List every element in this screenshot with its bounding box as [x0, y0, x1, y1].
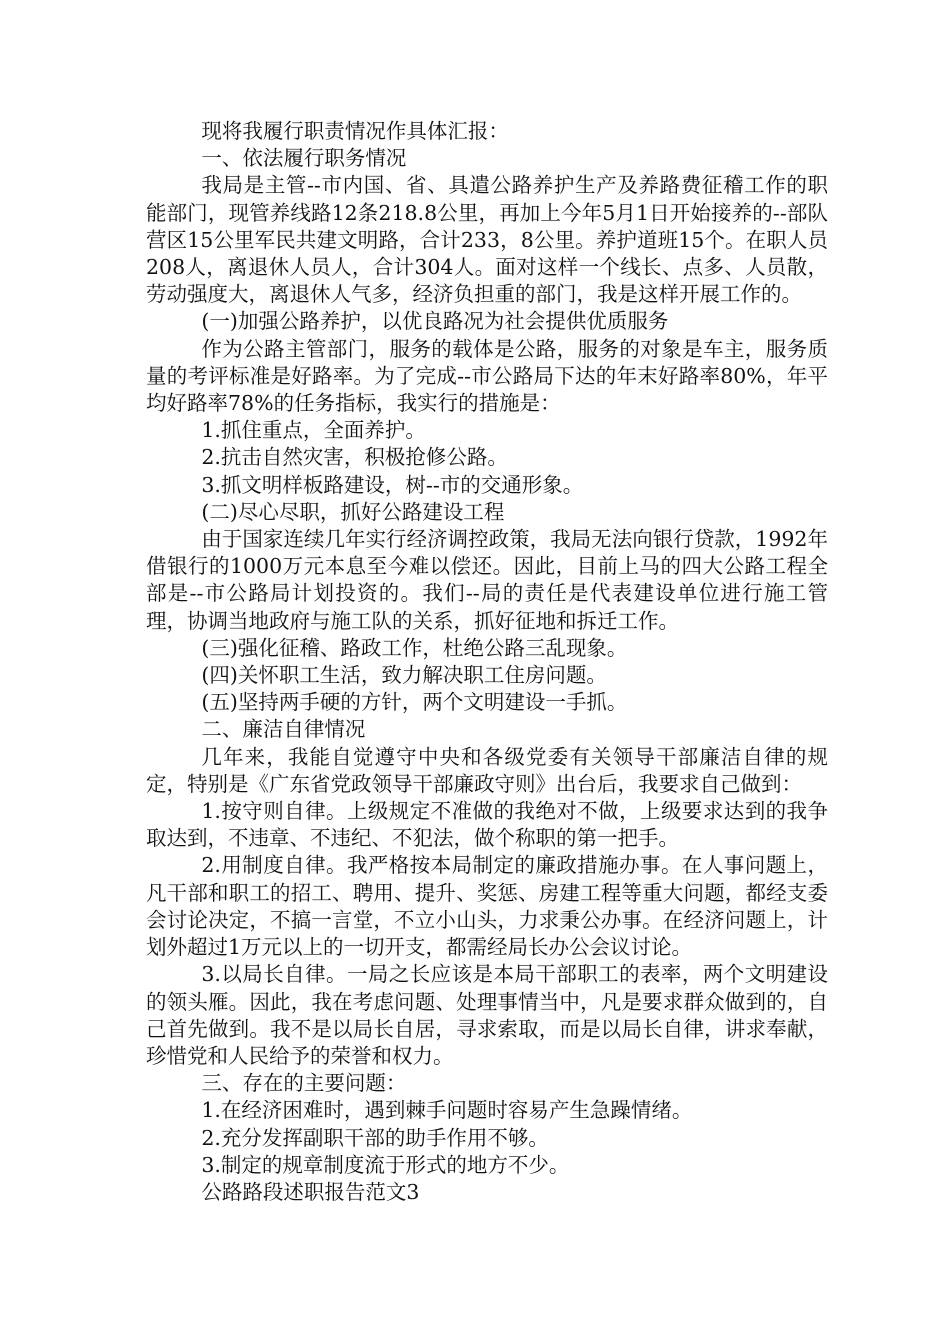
list-item: 3.以局长自律。一局之长应该是本局干部职工的表率，两个文明建设的领头雁。因此，我在考虑问题、处理事情当中，凡是要求群众做到的，自己首先做到。我不是以局长自居，寻求索取，而是以局长自律，讲求奉献，珍惜党和人民给予的荣誉和权力。 [146, 962, 828, 1068]
list-item: 2.抗击自然灾害，积极抢修公路。 [201, 445, 508, 470]
list-item: 1.在经济困难时，遇到棘手问题时容易产生急躁情绪。 [201, 1098, 693, 1123]
list-item: 3.制定的规章制度流于形式的地方不少。 [201, 1152, 570, 1177]
list-item: 3.抓文明样板路建设，树--市的交通形象。 [201, 472, 584, 497]
list-item: 2.充分发挥副职干部的助手作用不够。 [201, 1125, 549, 1150]
paragraph: 现将我履行职责情况作具体汇报： [201, 119, 509, 143]
paragraph: 由于国家连续几年实行经济调控政策，我局无法向银行贷款，1992年借银行的1000万元本息至今难以偿还。因此，目前上马的四大公路工程全部是--市公路局计划投资的。我们--局的责任是代表建设单位进行施工管理，协调当地政府与施工队的关系，抓好征地和拆迁工作。 [146, 527, 828, 633]
subsection-heading: (四)关怀职工生活，致力解决职工住房问题。 [201, 663, 607, 688]
section-heading: 二、廉洁自律情况 [201, 717, 366, 742]
list-item: 1.抓住重点，全面养护。 [201, 418, 426, 443]
subsection-heading: (三)强化征稽、路政工作，杜绝公路三乱现象。 [201, 635, 628, 660]
paragraph: 作为公路主管部门，服务的载体是公路，服务的对象是车主，服务质量的考评标准是好路率。为了完成--市公路局下达的年末好路率80%，年平均好路率78%的任务指标，我实行的措施是： [146, 336, 828, 416]
section-heading: 三、存在的主要问题： [201, 1071, 407, 1096]
document-title-next: 公路路段述职报告范文3 [201, 1179, 420, 1204]
subsection-heading: (一)加强公路养护，以优良路况为社会提供优质服务 [201, 309, 669, 334]
paragraph: 我局是主管--市内国、省、具遣公路养护生产及养路费征稽工作的职能部门，现管养线路12条218.8公里，再加上今年5月1日开始接养的--部队营区15公里军民共建文明路，合计233，8公里。养护道班15个。在职人员208人，离退休人员人，合计304人。面对这样一个线长、点多、人员散，劳动强度大，离退休人气多，经济负担重的部门，我是这样开展工作的。 [146, 173, 828, 307]
section-heading: 一、依法履行职务情况 [201, 146, 407, 171]
list-item: 2.用制度自律。我严格按本局制定的廉政措施办事。在人事问题上，凡干部和职工的招工、聘用、提升、奖惩、房建工程等重大问题，都经支委会讨论决定，不搞一言堂，不立小山头，力求秉公办事。在经济问题上，计划外超过1万元以上的一切开支，都需经局长办公会议讨论。 [146, 853, 828, 960]
subsection-heading: (二)尽心尽职，抓好公路建设工程 [201, 499, 505, 524]
document-body [146, 118, 828, 1206]
subsection-heading: (五)坚持两手硬的方针，两个文明建设一手抓。 [201, 690, 628, 715]
paragraph: 几年来，我能自觉遵守中央和各级党委有关领导干部廉洁自律的规定，特别是《广东省党政领导干部廉政守则》出台后，我要求自己做到： [146, 744, 828, 796]
list-item: 1.按守则自律。上级规定不准做的我绝对不做，上级要求达到的我争取达到，不违章、不违纪、不犯法，做个称职的第一把手。 [146, 799, 828, 851]
